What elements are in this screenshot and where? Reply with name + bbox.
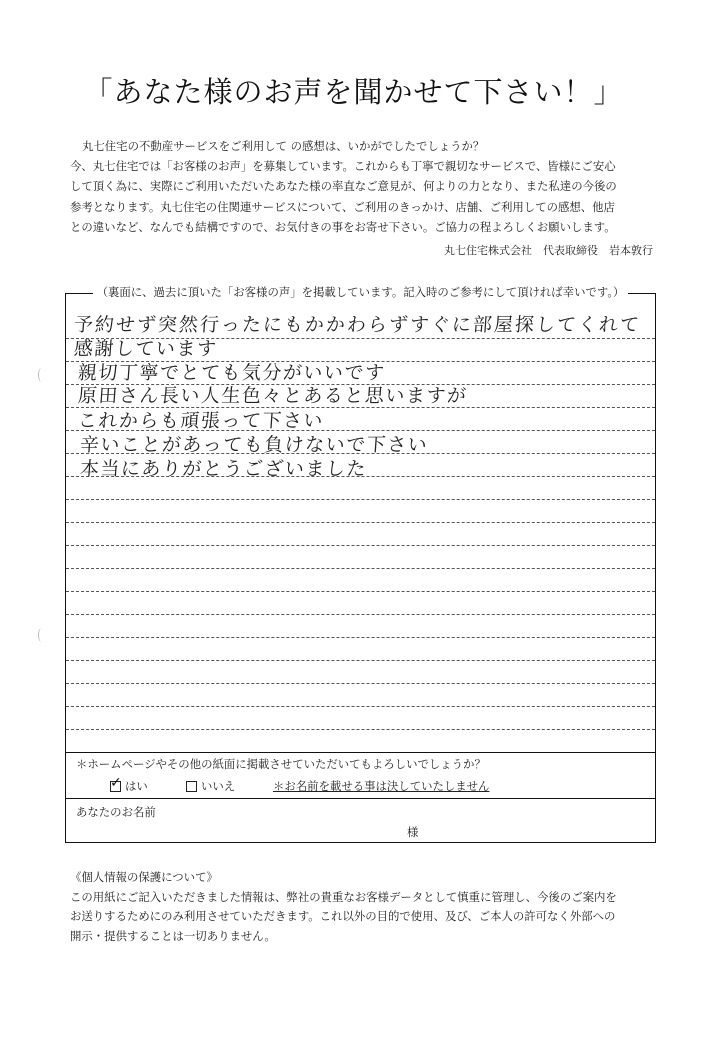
consent-options <box>66 774 655 796</box>
handwritten-line: 辛いことがあっても負けないで下さい <box>79 434 429 456</box>
company-signature: 丸七住宅株式会社 代表取締役 岩本敦行 <box>444 244 653 257</box>
ruled-line <box>66 706 655 707</box>
intro-line: 今、丸七住宅では「お客様のお声」を募集しています。これからも丁寧で親切なサービスで、皆様にご安心 <box>70 159 616 174</box>
yes-label: はい <box>125 779 148 793</box>
handwritten-line: 本当にありがとうございました <box>79 458 368 480</box>
form-note-text: （裏面に、過去に頂いた「お客様の声」を掲載しています。記入時のご参考にして頂ければ幸いです。） <box>93 285 629 299</box>
ruled-line <box>66 729 655 730</box>
form-note <box>66 281 655 300</box>
privacy-line: この用紙にご記入いただきました情報は、弊社の貴重なお客様データとして慎重に管理し、今後のご案内を <box>70 889 617 904</box>
ruled-line <box>66 637 655 638</box>
ruled-line <box>66 522 655 523</box>
intro-line: との違いなど、なんでも結構ですので、お気付きの事をお寄せ下さい。ご協力の程よろしくお願いします。 <box>70 219 616 234</box>
privacy-section <box>70 868 670 946</box>
name-suffix: 様 <box>407 825 419 839</box>
handwritten-line: これからも頑張って下さい <box>77 410 325 432</box>
name-label: あなたのお名前 <box>76 805 156 819</box>
privacy-heading: 《個人情報の保護について》 <box>70 870 218 884</box>
punch-hole-mark <box>38 368 45 382</box>
ruled-line <box>66 591 655 592</box>
no-label: いいえ <box>201 779 236 793</box>
page-title: 「あなた様のお声を聞かせて下さい！」 <box>83 75 624 109</box>
privacy-line: お送りするためにのみ利用させていただきます。これ以外の目的で使用、及び、ご本人の許可なく外部への <box>70 909 616 923</box>
yes-checkbox[interactable] <box>110 774 122 792</box>
intro-line: して頂く為に、実際にご利用いただいたあなた様の率直なご意見が、何よりの力となり、また私達の今後の <box>70 179 617 194</box>
punch-hole-mark <box>38 628 45 642</box>
intro-line: 参考となります。丸七住宅の住関連サービスについて、ご利用のきっかけ、店舗、ご利用しての感想、他店 <box>70 199 615 214</box>
consent-yes-option[interactable] <box>110 774 148 794</box>
privacy-line: 開示・提供することは一切ありません。 <box>70 928 276 943</box>
handwritten-line: 親切丁寧でとても気分がいいです <box>77 362 387 384</box>
ruled-line <box>66 614 655 615</box>
consent-no-option[interactable] <box>186 778 235 794</box>
feedback-form <box>65 285 656 843</box>
intro-text <box>70 136 660 237</box>
handwritten-line: 感謝しています <box>73 338 219 360</box>
intro-line: 丸七住宅の不動産サービスをご利用して の感想は、いかがでしたでしょうか？ <box>82 139 485 153</box>
handwritten-line: 予約せず突然行ったにもかかわらずすぐに部屋探してくれて <box>73 314 642 336</box>
ruled-line <box>66 545 655 546</box>
ruled-line <box>66 660 655 661</box>
no-checkbox[interactable] <box>186 781 197 792</box>
consent-divider <box>66 752 655 753</box>
name-privacy-note: ＊お名前を載せる事は決していたしません <box>273 779 490 793</box>
checkmark-icon: ✓ <box>110 774 122 791</box>
ruled-line <box>66 499 655 500</box>
ruled-line <box>66 683 655 684</box>
handwritten-line: 原田さん長い人生色々とあると思いますが <box>77 385 469 407</box>
ruled-line <box>66 568 655 569</box>
name-divider <box>66 798 655 799</box>
consent-question: ＊ホームページやその他の紙面に掲載させていただいてもよろしいでしょうか？ <box>76 757 486 771</box>
